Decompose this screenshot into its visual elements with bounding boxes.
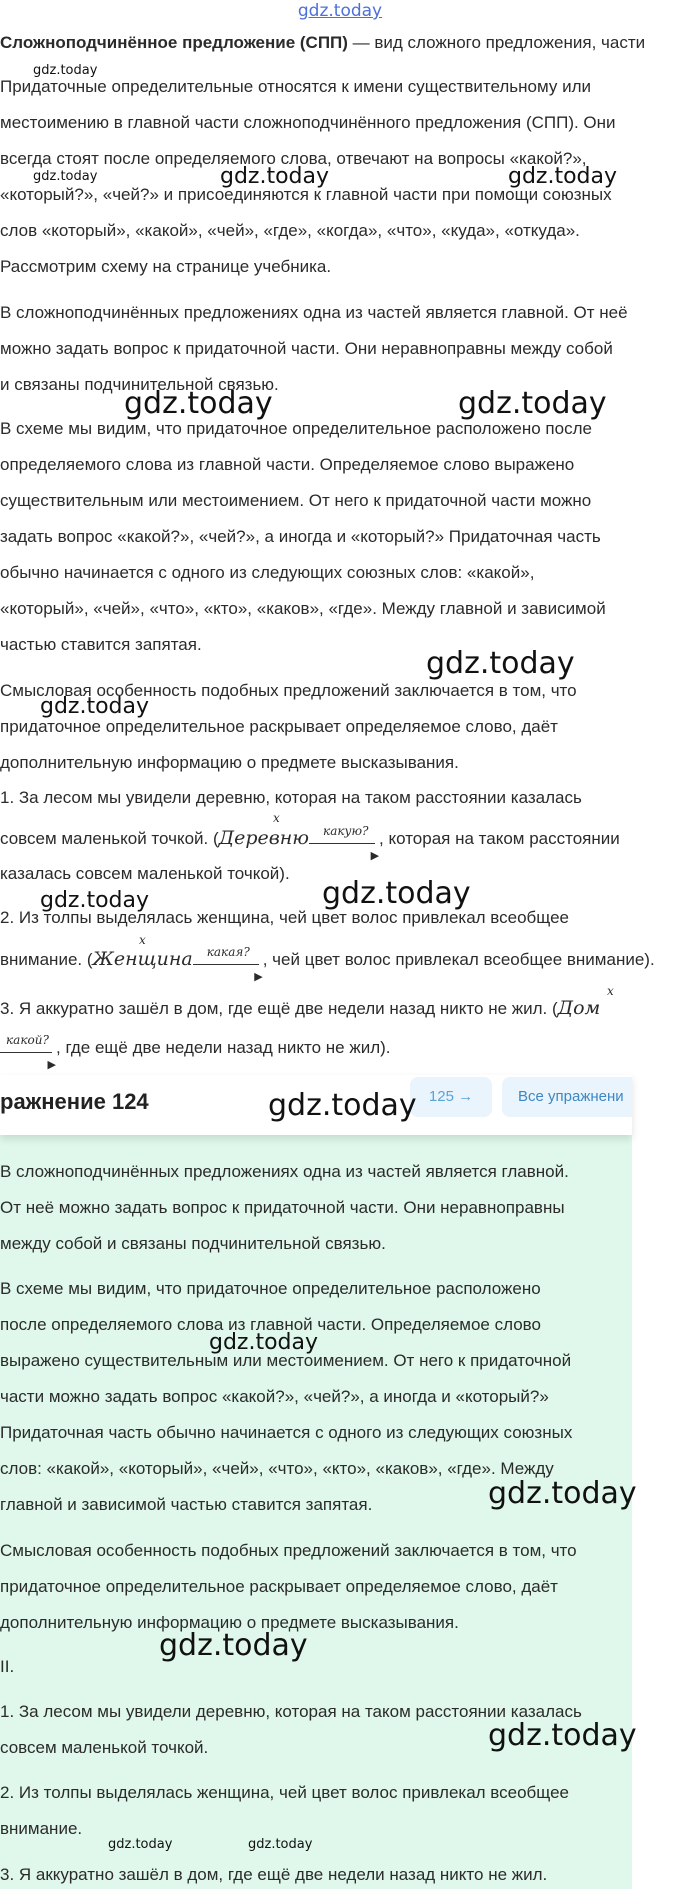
next-exercise-button[interactable]: 125 → xyxy=(410,1077,492,1117)
theory-p1-line: всегда стоят после определяемого слова, отвечают на вопросы «какой?», xyxy=(0,149,587,168)
answer-p1-line: От неё можно задать вопрос к придаточной части. Они неравноправны xyxy=(0,1198,565,1217)
example-3-scheme: какой? ▶ , где ещё две недели назад никто не жил). xyxy=(0,1030,680,1066)
answer-p2-line: В схеме мы видим, что придаточное определительное расположено xyxy=(0,1279,541,1298)
theory-p3-line: «который», «чей», «что», «кто», «каков», «где». Между главной и зависимой xyxy=(0,599,606,618)
theory-p4-line: Смысловая особенность подобных предложений заключается в том, что xyxy=(0,681,577,700)
defined-word-mark: x xyxy=(607,984,614,998)
answer-example-line: 2. Из толпы выделялась женщина, чей цвет волос привлекал всеобщее xyxy=(0,1783,569,1802)
answer-p2-line: Придаточная часть обычно начинается с одного из следующих союзных xyxy=(0,1423,573,1442)
watermark: gdz.today xyxy=(108,1837,173,1852)
example-2-line: 2. Из толпы выделялась женщина, чей цвет волос привлекал всеобщее xyxy=(0,908,569,927)
site-logo[interactable]: gdz.today xyxy=(297,1,383,21)
defined-word: Деревню xyxy=(218,827,310,849)
example-1-scheme: совсем маленькой точкой. (Деревню какую? ▶ , которая на таком расстоянии xyxy=(0,823,620,862)
theory-p4-line: дополнительную информацию о предмете высказывания. xyxy=(0,753,459,772)
theory-p1-line: «который?», «чей?» и присоединяются к главной части при помощи союзных xyxy=(0,185,612,204)
theory-p1-line: Придаточные определительные относятся к имени существительному или xyxy=(0,77,591,96)
theory-p3-line: В схеме мы видим, что придаточное определительное расположено после xyxy=(0,419,592,438)
example-1-line: казалась совсем маленькой точкой). xyxy=(0,864,290,883)
watermark: gdz.today xyxy=(322,876,471,911)
question-arrow: какую? ▶ xyxy=(309,833,379,847)
all-exercises-button[interactable]: Все упражнени xyxy=(502,1077,632,1117)
answer-p1-line: В сложноподчинённых предложениях одна из частей является главной. xyxy=(0,1162,569,1181)
answer-p3-line: Смысловая особенность подобных предложений заключается в том, что xyxy=(0,1541,577,1560)
watermark: gdz.today xyxy=(488,1476,637,1511)
answer-p2-line: части можно задать вопрос «какой?», «чей?», а иногда и «который?» xyxy=(0,1387,549,1406)
question-arrow: какой? ▶ xyxy=(0,1042,56,1056)
defined-word-mark: x xyxy=(273,811,280,825)
answer-section-numeral: II. xyxy=(0,1657,15,1676)
answer-p2-line: слов: «какой», «который», «чей», «что», «кто», «каков», «где». Между xyxy=(0,1459,554,1478)
answer-p3-line: дополнительную информацию о предмете высказывания. xyxy=(0,1613,459,1632)
theory-p4-line: придаточное определительное раскрывает определяемое слово, даёт xyxy=(0,717,558,736)
watermark: gdz.today xyxy=(33,63,98,78)
watermark: gdz.today xyxy=(426,646,575,681)
answer-p3-line: придаточное определительное раскрывает определяемое слово, даёт xyxy=(0,1577,558,1596)
watermark: gdz.today xyxy=(209,1330,319,1355)
theory-p2-line: В сложноподчинённых предложениях одна из частей является главной. От неё xyxy=(0,303,628,322)
answer-p2-line: выражено существительным или местоимением. От него к придаточной xyxy=(0,1351,572,1370)
watermark: gdz.today xyxy=(40,888,150,913)
example-3-line: 3. Я аккуратно зашёл в дом, где ещё две недели назад никто не жил. (Дом xyxy=(0,997,601,1019)
theory-p1-line: местоимению в главной части сложноподчинённого предложения (СПП). Они xyxy=(0,113,616,132)
defined-word-mark: x xyxy=(139,933,146,947)
answer-example-line: 3. Я аккуратно зашёл в дом, где ещё две недели назад никто не жил. xyxy=(0,1865,548,1884)
exercise-title: ражнение 124 xyxy=(0,1089,149,1114)
watermark: gdz.today xyxy=(508,164,618,189)
watermark: gdz.today xyxy=(159,1628,308,1663)
example-1-line: 1. За лесом мы увидели деревню, которая на таком расстоянии казалась xyxy=(0,788,582,807)
theory-p2-line: можно задать вопрос к придаточной части. Они неравноправны между собой xyxy=(0,339,613,358)
watermark: gdz.today xyxy=(248,1837,313,1852)
watermark: gdz.today xyxy=(40,694,150,719)
watermark: gdz.today xyxy=(268,1088,417,1123)
theory-p2-line: и связаны подчинительной связью. xyxy=(0,375,279,394)
theory-p1-line: слов «который», «какой», «чей», «где», «когда», «что», «куда», «откуда». xyxy=(0,221,580,240)
watermark: gdz.today xyxy=(33,169,98,184)
example-2-scheme: внимание. (Женщина какая? ▶ , чей цвет волос привлекал всеобщее внимание). xyxy=(0,944,655,983)
theory-p1-line: Рассмотрим схему на странице учебника. xyxy=(0,257,332,276)
answer-p2-line: главной и зависимой частью ставится запятая. xyxy=(0,1495,373,1514)
theory-p3-line: определяемого слова из главной части. Определяемое слово выражено xyxy=(0,455,575,474)
theory-intro xyxy=(0,25,680,61)
answer-p2-line: после определяемого слова из главной части. Определяемое слово xyxy=(0,1315,541,1334)
answer-example-line: 1. За лесом мы увидели деревню, которая на таком расстоянии казалась xyxy=(0,1702,582,1721)
answer-example-line: совсем маленькой точкой. xyxy=(0,1738,209,1757)
defined-word: Дом xyxy=(557,997,601,1019)
theory-intro-rest: — вид сложного предложения, части xyxy=(347,33,646,52)
defined-word: Женщина xyxy=(92,948,193,970)
watermark: gdz.today xyxy=(124,386,273,421)
watermark: gdz.today xyxy=(220,164,330,189)
spp-term: Сложноподчинённое предложение (СПП) xyxy=(0,33,348,52)
theory-p3-line: частью ставится запятая. xyxy=(0,635,202,654)
theory-p3-line: задать вопрос «какой?», «чей?», а иногда и «который?» Придаточная часть xyxy=(0,527,601,546)
answer-p1-line: между собой и связаны подчинительной связью. xyxy=(0,1234,386,1253)
theory-p3-line: существительным или местоимением. От него к придаточной части можно xyxy=(0,491,592,510)
question-arrow: какая? ▶ xyxy=(193,954,263,968)
watermark: gdz.today xyxy=(458,386,607,421)
theory-p3-line: обычно начинается с одного из следующих союзных слов: «какой», xyxy=(0,563,535,582)
answer-example-line: внимание. xyxy=(0,1819,83,1838)
watermark: gdz.today xyxy=(488,1718,637,1753)
